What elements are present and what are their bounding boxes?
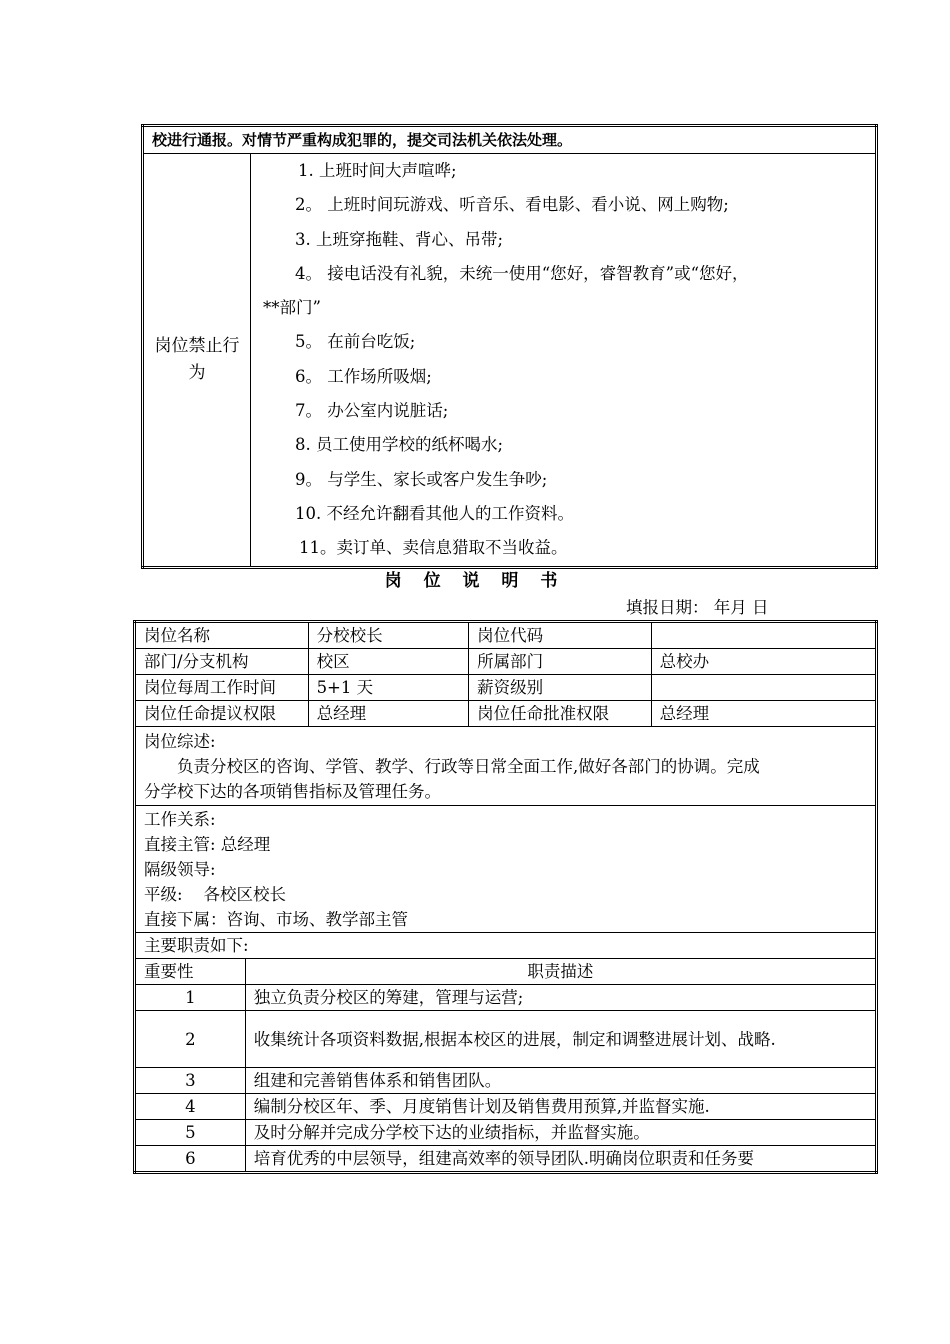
duty-description: 培育优秀的中层领导，组建高效率的领导团队.明确岗位职责和任务要 bbox=[245, 1146, 876, 1173]
info-label: 所属部门 bbox=[469, 649, 651, 675]
list-item: 8. 员工使用学校的纸杯喝水; bbox=[295, 435, 504, 455]
peers: 平级: 各校区校长 bbox=[144, 884, 287, 904]
list-item: 6。 工作场所吸烟; bbox=[295, 366, 432, 386]
info-label: 岗位任命批准权限 bbox=[469, 701, 651, 727]
overview-text: 负责分校区的咨询、学管、教学、行政等日常全面工作,做好各部门的协调。完成 bbox=[177, 756, 760, 776]
table-row bbox=[135, 622, 877, 649]
duty-number: 2 bbox=[135, 1011, 246, 1068]
duty-number: 3 bbox=[135, 1068, 246, 1094]
doc-title: 岗 位 说 明 书 bbox=[384, 571, 566, 591]
direct-supervisor: 直接主管: 总经理 bbox=[144, 834, 271, 854]
list-item: 2。 上班时间玩游戏、听音乐、看电影、看小说、网上购物; bbox=[295, 195, 729, 215]
list-item: **部门” bbox=[263, 298, 321, 318]
info-label: 岗位任命提议权限 bbox=[135, 701, 309, 727]
info-value: 总经理 bbox=[651, 701, 876, 727]
duty-description: 编制分校区年、季、月度销售计划及销售费用预算,并监督实施. bbox=[245, 1094, 876, 1120]
info-label: 岗位代码 bbox=[469, 622, 651, 649]
skip-leader: 隔级领导: bbox=[144, 859, 216, 879]
duty-description: 独立负责分校区的筹建，管理与运营; bbox=[245, 985, 876, 1011]
info-label: 部门/分支机构 bbox=[135, 649, 309, 675]
subordinates: 直接下属：咨询、市场、教学部主管 bbox=[144, 909, 408, 929]
info-value: 分校校长 bbox=[308, 622, 469, 649]
overview-cell bbox=[135, 727, 877, 806]
duty-number: 4 bbox=[135, 1094, 246, 1120]
info-value: 5+1 天 bbox=[308, 675, 469, 701]
table-row bbox=[135, 1011, 877, 1068]
table-row bbox=[135, 675, 877, 701]
info-value bbox=[651, 675, 876, 701]
duty-number: 6 bbox=[135, 1146, 246, 1173]
info-value: 总校办 bbox=[651, 649, 876, 675]
job-description-table bbox=[133, 620, 878, 1174]
table-row bbox=[135, 1068, 877, 1094]
overview-row bbox=[135, 727, 877, 806]
table-intro-text: 校进行通报。对情节严重构成犯罪的，提交司法机关依法处理。 bbox=[143, 126, 877, 154]
info-label: 薪资级别 bbox=[469, 675, 651, 701]
info-label: 岗位名称 bbox=[135, 622, 309, 649]
table-row bbox=[135, 1094, 877, 1120]
list-item: 4。 接电话没有礼貌，未统一使用“您好，睿智教育”或“您好， bbox=[295, 263, 749, 283]
table-row bbox=[135, 701, 877, 727]
info-value bbox=[651, 622, 876, 649]
duties-heading-row bbox=[135, 933, 877, 959]
overview-heading: 岗位综述: bbox=[144, 731, 216, 751]
table-row bbox=[135, 1146, 877, 1173]
duty-description: 组建和完善销售体系和销售团队。 bbox=[245, 1068, 876, 1094]
duty-description: 收集统计各项资料数据,根据本校区的进展，制定和调整进展计划、战略. bbox=[245, 1011, 876, 1068]
duties-header-row bbox=[135, 959, 877, 985]
info-value: 总经理 bbox=[308, 701, 469, 727]
duties-heading: 主要职责如下: bbox=[135, 933, 877, 959]
list-item: 9。 与学生、家长或客户发生争吵; bbox=[295, 469, 548, 489]
column-header-importance: 重要性 bbox=[135, 959, 246, 985]
overview-text: 分学校下达的各项销售指标及管理任务。 bbox=[144, 781, 441, 801]
list-item: 5。 在前台吃饭; bbox=[295, 332, 416, 352]
column-header-description: 职责描述 bbox=[245, 959, 876, 985]
duty-number: 5 bbox=[135, 1120, 246, 1146]
list-item: 7。 办公室内说脏话; bbox=[295, 401, 449, 421]
list-item: 10. 不经允许翻看其他人的工作资料。 bbox=[295, 503, 574, 523]
duty-description: 及时分解并完成分学校下达的业绩指标，并监督实施。 bbox=[245, 1120, 876, 1146]
info-value: 校区 bbox=[308, 649, 469, 675]
relations-heading: 工作关系: bbox=[144, 809, 216, 829]
table-row bbox=[135, 649, 877, 675]
date-fill-line: 填报日期： 年月 日 bbox=[626, 598, 769, 617]
table-row bbox=[135, 985, 877, 1011]
relations-cell bbox=[135, 806, 877, 933]
forbidden-label: 岗位禁止行为 bbox=[143, 154, 251, 568]
list-item: 11。卖订单、卖信息猎取不当收益。 bbox=[299, 538, 568, 558]
duty-number: 1 bbox=[135, 985, 246, 1011]
forbidden-behavior-table bbox=[141, 124, 878, 569]
info-label: 岗位每周工作时间 bbox=[135, 675, 309, 701]
table-row bbox=[135, 1120, 877, 1146]
list-item: 3. 上班穿拖鞋、背心、吊带; bbox=[295, 229, 504, 249]
forbidden-items bbox=[251, 154, 877, 568]
relations-row bbox=[135, 806, 877, 933]
list-item: 1. 上班时间大声喧哗; bbox=[298, 161, 457, 180]
